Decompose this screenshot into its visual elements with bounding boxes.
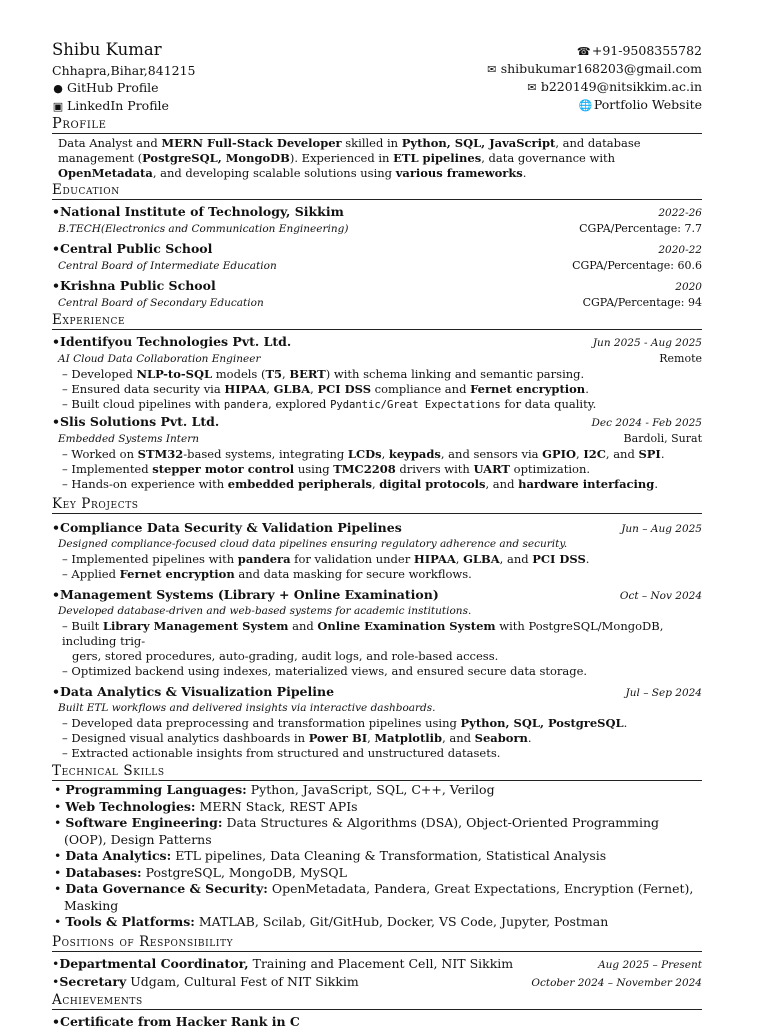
profile-summary (52, 136, 702, 181)
section-heading-education: Education (52, 182, 702, 200)
education-list (52, 203, 702, 311)
bullet: – Built Library Management System and Online Examination System with PostgreSQL/MongoDB, including trig- gers, stored procedures, auto-grading, audit logs, and role-based access. (62, 619, 702, 664)
school-name: •Krishna Public School (52, 278, 216, 293)
achievements-list (52, 1013, 702, 1031)
email-link-2[interactable] (486, 78, 702, 96)
profile-text: , and database management ( (58, 136, 641, 165)
envelope-icon: ✉ (527, 81, 537, 94)
portfolio-link[interactable] (486, 96, 702, 114)
skill-item: • Data Governance & Security: OpenMetadata, Pandera, Great Expectations, Encryption (Fernet), Masking (52, 881, 702, 914)
project-title-label: Management Systems (Library + Online Examination) (60, 587, 439, 602)
position-entry: •Secretary Udgam, Cultural Fest of NIT Sikkim October 2024 – November 2024 (52, 973, 702, 989)
position-entry: •Departmental Coordinator, Training and Placement Cell, NIT Sikkim Aug 2025 – Present (52, 955, 702, 971)
education-entry (52, 240, 702, 274)
skill-item: • Programming Languages: Python, JavaScript, SQL, C++, Verilog (52, 782, 702, 799)
project-bullets (62, 552, 702, 582)
bullet: – Applied Fernet encryption and data masking for secure workflows. (62, 567, 702, 582)
bullet: – Developed NLP-to-SQL models (T5, BERT) with schema linking and semantic parsing. (62, 367, 702, 382)
resume-header (52, 40, 702, 115)
score: CGPA/Percentage: 7.7 (579, 222, 702, 235)
school-label: National Institute of Technology, Sikkim (60, 204, 344, 219)
project-entry (52, 586, 702, 679)
score: CGPA/Percentage: 60.6 (572, 259, 702, 272)
skill-item: • Databases: PostgreSQL, MongoDB, MySQL (52, 865, 702, 882)
bullet: – Ensured data security via HIPAA, GLBA, PCI DSS compliance and Fernet encryption. (62, 382, 702, 397)
project-title-label: Data Analytics & Visualization Pipeline (60, 684, 335, 699)
score: CGPA/Percentage: 94 (582, 296, 702, 309)
profile-text: Data Analyst and (58, 136, 162, 150)
github-icon: ● (53, 82, 63, 95)
header-right (486, 40, 702, 115)
project-desc: Built ETL workflows and delivered insights via interactive dashboards. (58, 702, 436, 714)
section-heading-experience: Experience (52, 312, 702, 330)
achievement-item: •Certificate from Hacker Rank in C (52, 1013, 300, 1029)
profile-bold: PostgreSQL, MongoDB (142, 151, 290, 165)
email-link-1[interactable] (486, 60, 702, 78)
bullet: – Optimized backend using indexes, materialized views, and ensured secure data storage. (62, 664, 702, 679)
portfolio-label: Portfolio Website (593, 97, 702, 112)
project-date: Jul – Sep 2024 (625, 687, 702, 699)
project-title: •Data Analytics & Visualization Pipeline (52, 684, 335, 699)
section-heading-skills: Technical Skills (52, 763, 702, 781)
profile-text: , and developing scalable solutions using (152, 166, 396, 180)
project-title: •Management Systems (Library + Online Examination) (52, 587, 439, 602)
degree: B.TECH(Electronics and Communication Engineering) (58, 223, 349, 235)
job-location: Remote (659, 352, 702, 365)
email-1: shibukumar168203@gmail.com (500, 61, 702, 76)
phone-link[interactable] (486, 42, 702, 60)
experience-bullets (62, 447, 702, 492)
bullet: – Worked on STM32-based systems, integrating LCDs, keypads, and sensors via GPIO, I2C, and SPI. (62, 447, 702, 462)
position-date: Aug 2025 – Present (598, 958, 702, 971)
envelope-icon: ✉ (487, 63, 497, 76)
bullet: – Developed data preprocessing and transformation pipelines using Python, SQL, PostgreSQL. (62, 716, 702, 731)
phone-number: +91-9508355782 (591, 43, 702, 58)
project-desc: Developed database-driven and web-based systems for academic institutions. (58, 605, 472, 617)
project-desc: Designed compliance-focused cloud data pipelines ensuring regulatory adherence and security. (58, 538, 568, 550)
school-label: Central Public School (60, 241, 213, 256)
project-entry (52, 519, 702, 582)
linkedin-label: LinkedIn Profile (67, 98, 169, 113)
company-name: •Identifyou Technologies Pvt. Ltd. (52, 334, 292, 349)
education-date: 2022-26 (658, 207, 702, 219)
company-label: Identifyou Technologies Pvt. Ltd. (60, 334, 292, 349)
linkedin-icon: ▣ (52, 100, 64, 113)
experience-bullets (62, 367, 702, 413)
experience-entry (52, 333, 702, 413)
bullet: – Designed visual analytics dashboards in Power BI, Matplotlib, and Seaborn. (62, 731, 702, 746)
phone-icon: ☎ (576, 45, 591, 58)
project-entry (52, 683, 702, 761)
bullet: – Hands-on experience with embedded peripherals, digital protocols, and hardware interfacing. (62, 477, 702, 492)
positions-list (52, 955, 702, 991)
globe-icon: 🌐 (578, 99, 593, 112)
location: Chhapra,Bihar,841215 (52, 63, 196, 78)
company-name: •Slis Solutions Pvt. Ltd. (52, 414, 220, 429)
section-heading-achievements: Achievements (52, 992, 702, 1010)
bullet: – Implemented stepper motor control using TMC2208 drivers with UART optimization. (62, 462, 702, 477)
role: AI Cloud Data Collaboration Engineer (58, 353, 261, 365)
profile-text: . (522, 166, 527, 180)
project-bullets (62, 619, 702, 679)
skill-item: • Software Engineering: Data Structures & Algorithms (DSA), Object-Oriented Programming (OOP), Design Patterns (52, 815, 702, 848)
section-heading-projects: Key Projects (52, 496, 702, 514)
linkedin-link[interactable] (52, 97, 196, 115)
profile-bold: Python, SQL, JavaScript (401, 136, 556, 150)
education-entry (52, 277, 702, 311)
skill-item: • Data Analytics: ETL pipelines, Data Cleaning & Transformation, Statistical Analysis (52, 848, 702, 865)
bullet: – Implemented pipelines with pandera for validation under HIPAA, GLBA, and PCI DSS. (62, 552, 702, 567)
candidate-name: Shibu Kumar (52, 40, 162, 59)
education-date: 2020-22 (658, 244, 702, 256)
experience-date: Dec 2024 - Feb 2025 (591, 417, 702, 429)
company-label: Slis Solutions Pvt. Ltd. (60, 414, 220, 429)
school-name: •National Institute of Technology, Sikkim (52, 204, 344, 219)
education-date: 2020 (675, 281, 702, 293)
position-date: October 2024 – November 2024 (531, 976, 702, 989)
github-link[interactable] (52, 79, 196, 97)
skill-item: • Tools & Platforms: MATLAB, Scilab, Git/GitHub, Docker, VS Code, Jupyter, Postman (52, 914, 702, 931)
education-entry (52, 203, 702, 237)
profile-bold: ETL pipelines (393, 151, 482, 165)
header-left (52, 40, 196, 115)
email-2: b220149@nitsikkim.ac.in (540, 79, 702, 94)
profile-bold: MERN Full-Stack Developer (161, 136, 342, 150)
school-name: •Central Public School (52, 241, 213, 256)
skills-list (52, 782, 702, 931)
experience-list (52, 333, 702, 492)
projects-list (52, 519, 702, 761)
profile-bold: various frameworks (395, 166, 523, 180)
section-heading-positions: Positions of Responsibility (52, 934, 702, 952)
project-title-label: Compliance Data Security & Validation Pipelines (60, 520, 402, 535)
experience-date: Jun 2025 - Aug 2025 (592, 337, 702, 349)
github-label: GitHub Profile (67, 80, 159, 95)
project-title: •Compliance Data Security & Validation Pipelines (52, 520, 402, 535)
skill-item: • Web Technologies: MERN Stack, REST APIs (52, 799, 702, 816)
bullet: – Extracted actionable insights from structured and unstructured datasets. (62, 746, 702, 761)
project-bullets (62, 716, 702, 761)
profile-text: ). Experienced in (289, 151, 394, 165)
project-date: Oct – Nov 2024 (619, 590, 702, 602)
profile-text: , data governance with (481, 151, 616, 165)
degree: Central Board of Secondary Education (58, 297, 264, 309)
degree: Central Board of Intermediate Education (58, 260, 277, 272)
profile-bold: OpenMetadata (58, 166, 153, 180)
profile-text: skilled in (341, 136, 402, 150)
experience-entry (52, 413, 702, 492)
project-date: Jun – Aug 2025 (621, 523, 702, 535)
section-heading-profile: Profile (52, 116, 702, 134)
bullet: – Built cloud pipelines with pandera, explored Pydantic/Great Expectations for data quality. (62, 397, 702, 413)
role: Embedded Systems Intern (58, 433, 200, 445)
job-location: Bardoli, Surat (623, 432, 702, 445)
school-label: Krishna Public School (60, 278, 216, 293)
